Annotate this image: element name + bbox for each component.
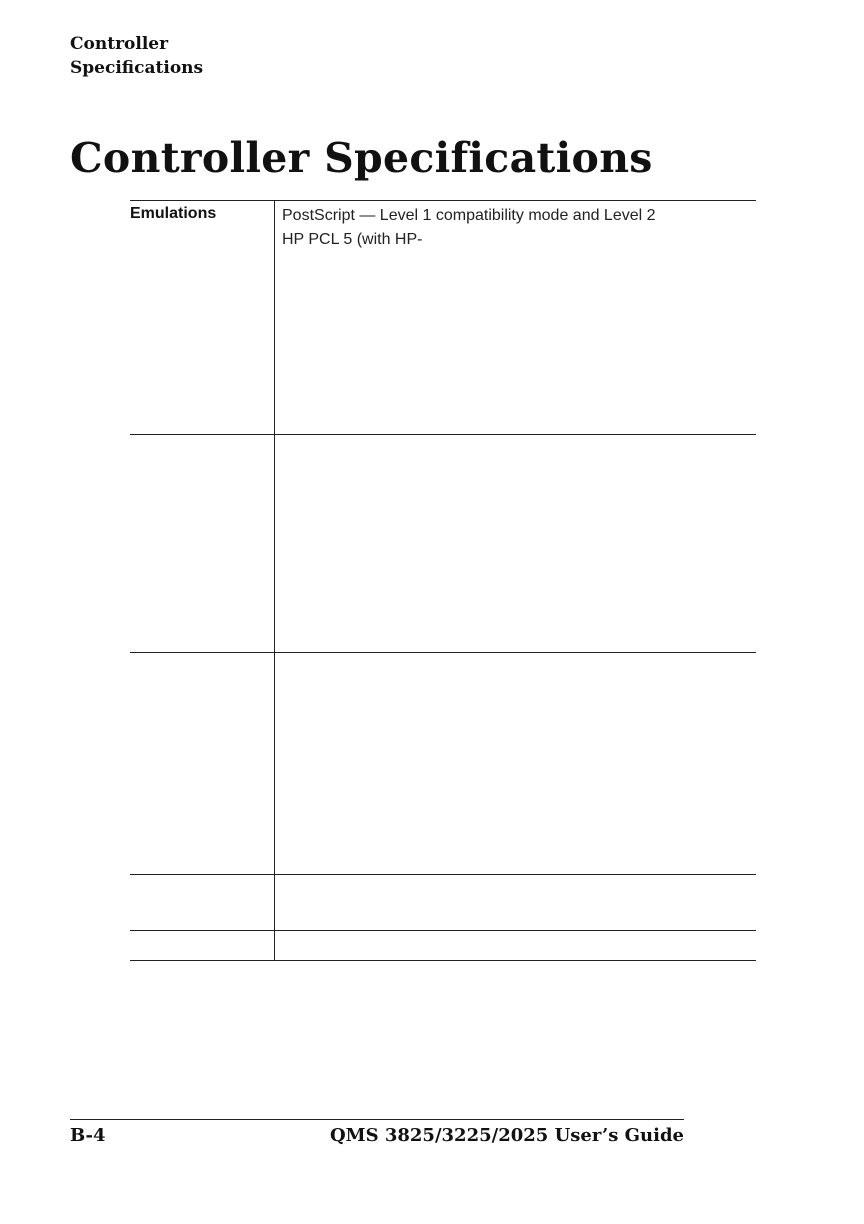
- running-head: [70, 32, 203, 80]
- row-label: [130, 435, 275, 652]
- row-value: [275, 875, 756, 930]
- table-row: [130, 201, 756, 435]
- guide-title: QMS 3825/3225/2025 User’s Guide: [329, 1125, 684, 1146]
- row-label-text: Emulations: [130, 205, 217, 222]
- row-value: [275, 201, 756, 434]
- row-label: [130, 201, 275, 434]
- row-value: [275, 931, 756, 960]
- running-head-line-1: Controller: [70, 34, 169, 54]
- table-row: [130, 931, 756, 961]
- footer-divider: [70, 1119, 684, 1120]
- table-row: [130, 875, 756, 931]
- row-label: [130, 875, 275, 930]
- value-line: PostScript — Level 1 compatibility mode and Level 2: [282, 207, 656, 224]
- table-row: [130, 435, 756, 653]
- row-value: [275, 435, 756, 652]
- running-head-line-2: Specifications: [70, 58, 204, 78]
- row-label: [130, 931, 275, 960]
- page-number: B-4: [70, 1125, 106, 1146]
- row-value: [275, 653, 756, 874]
- value-line: HP PCL 5 (with HP-: [282, 231, 423, 248]
- table-row: [130, 653, 756, 875]
- page-title: Controller Specifications: [70, 134, 653, 182]
- specifications-table: [130, 200, 756, 961]
- row-label: [130, 653, 275, 874]
